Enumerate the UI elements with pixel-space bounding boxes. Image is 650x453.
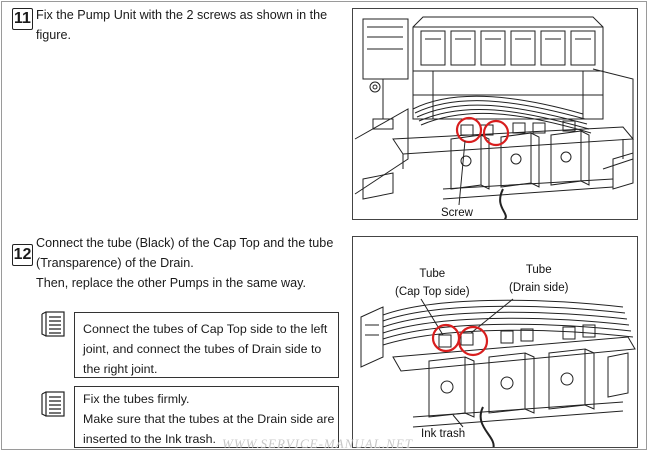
- note-icon: [38, 390, 68, 418]
- step-12-figure: [352, 236, 638, 448]
- step-12-number: 12: [12, 244, 33, 266]
- step-12-text-line1: Connect the tube (Black) of the Cap Top and the tube: [36, 236, 334, 250]
- label-ink-trash: Ink trash: [421, 428, 466, 440]
- note-2-line1: Fix the tubes firmly.: [83, 392, 190, 406]
- label-tube-cap-top-line1: Tube: [419, 268, 446, 280]
- label-screw: Screw: [441, 207, 473, 219]
- step-11-number: 11: [12, 8, 33, 30]
- label-tube-drain: [509, 263, 568, 295]
- note-box-1: [74, 312, 339, 378]
- step-11-text-line1: Fix the Pump Unit with the 2 screws as shown in the: [36, 8, 328, 22]
- note-1-line2: joint, and connect the tubes of Drain side to: [83, 342, 322, 356]
- step-11-figure: [352, 8, 638, 220]
- note-1-line1: Connect the tubes of Cap Top side to the left: [83, 322, 328, 336]
- pump-unit-screw-illustration: [353, 9, 638, 220]
- label-tube-drain-line2: (Drain side): [509, 282, 569, 294]
- step-11-text: [36, 5, 327, 45]
- step-12-text: [36, 233, 333, 293]
- note-icon: [38, 310, 68, 338]
- note-2-line3: inserted to the Ink trash.: [83, 432, 216, 446]
- label-tube-drain-line1: Tube: [525, 264, 552, 276]
- note-2-line2: Make sure that the tubes at the Drain side are: [83, 412, 335, 426]
- note-1-line3: the right joint.: [83, 362, 158, 376]
- label-tube-cap-top: [395, 267, 470, 299]
- step-11-text-line2: figure.: [36, 28, 72, 42]
- step-12-text-line2: (Transparence) of the Drain.: [36, 256, 194, 270]
- label-tube-cap-top-line2: (Cap Top side): [395, 286, 470, 298]
- watermark: WWW.SERVICE-MANUAL.NET: [222, 436, 413, 451]
- step-12-text-line3: Then, replace the other Pumps in the same way.: [36, 276, 306, 290]
